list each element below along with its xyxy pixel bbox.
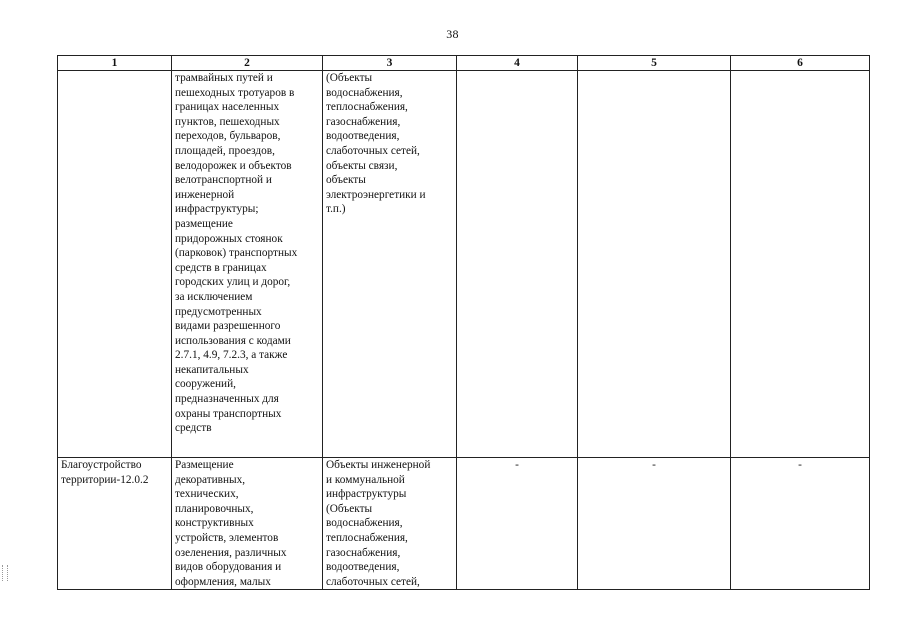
table-row <box>58 458 870 590</box>
table-cell: - <box>578 458 731 590</box>
table-cell <box>172 458 323 590</box>
table-cell <box>323 458 457 590</box>
table-cell <box>323 71 457 458</box>
column-header: 4 <box>457 56 578 71</box>
table-header-row <box>58 56 870 71</box>
table-row <box>58 71 870 458</box>
zoning-table <box>57 55 870 590</box>
table-cell <box>172 71 323 458</box>
column-header: 1 <box>58 56 172 71</box>
table-cell <box>58 458 172 590</box>
table-cell <box>58 71 172 458</box>
scan-edge-mark <box>2 565 8 581</box>
infrastructure-objects: (Объекты водоснабжения, теплоснабжения, газоснабжения, водоотведения, слаботочных сетей, объекты связи, объекты электроэнергетики и т.п.) <box>326 72 426 216</box>
column-header: 6 <box>731 56 870 71</box>
column-header: 3 <box>323 56 457 71</box>
table-cell: - <box>457 458 578 590</box>
column-header: 2 <box>172 56 323 71</box>
table-cell <box>457 71 578 458</box>
page-number: 38 <box>446 27 459 41</box>
table-cell <box>578 71 731 458</box>
infrastructure-objects: Объекты инженерной и коммунальной инфраструктуры (Объекты водоснабжения, теплоснабжения, газоснабжения, водоотведения, слаботочных сетей, <box>326 459 431 588</box>
table-cell: - <box>731 458 870 590</box>
usage-type-name: Благоустройство территории-12.0.2 <box>61 459 149 486</box>
usage-description: Размещение декоративных, технических, планировочных, конструктивных устройств, элементов озеленения, различных видов оборудования и оформления, малых <box>175 459 287 588</box>
table-cell <box>731 71 870 458</box>
column-header: 5 <box>578 56 731 71</box>
usage-description: трамвайных путей и пешеходных тротуаров в границах населенных пунктов, пешеходных переходов, бульваров, площадей, проездов, велодорожек и объектов велотранспортной и инженерной инфраструктуры; размещение придорожных стоянок (парковок) транспортных средств в границах городских улиц и дорог, за исключением предусмотренных видами разрешенного использования с кодами 2.7.1, 4.9, 7.2.3, а также некапитальных сооружений, предназначенных для охраны транспортных средств <box>175 72 298 435</box>
